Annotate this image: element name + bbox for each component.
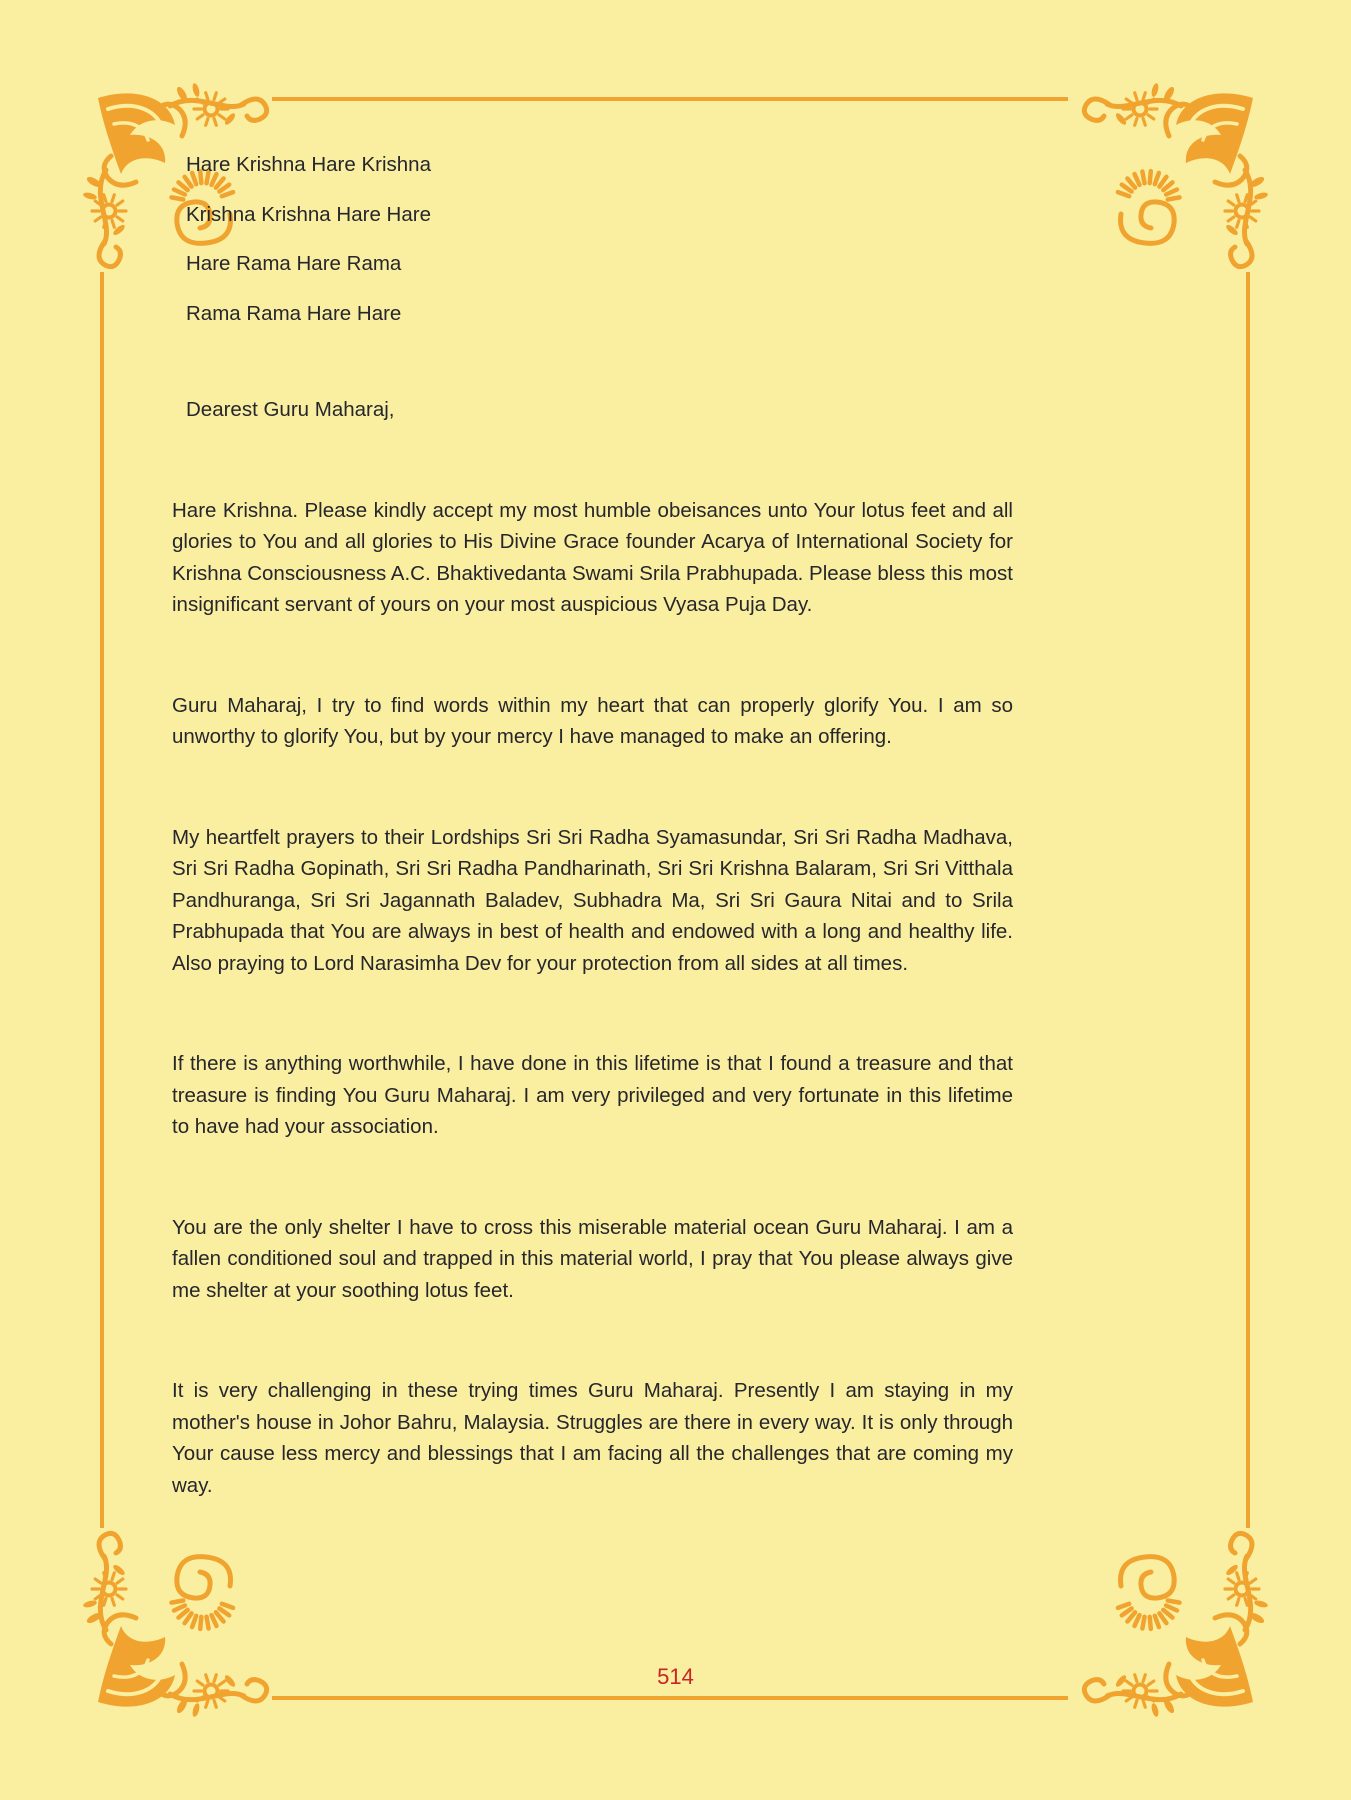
- floral-corner-icon: [1073, 1522, 1273, 1722]
- mantra-block: [172, 0, 1013, 338]
- letter-paragraph: Guru Maharaj, I try to find words within my heart that can properly glorify You. I am so unworthy to glorify You, but by your mercy I have managed to make an offering.: [172, 693, 1013, 748]
- corner-ornament-top-right: [1073, 78, 1273, 278]
- border-line-bottom: [272, 1696, 1068, 1700]
- floral-corner-icon: [1073, 78, 1273, 278]
- letter-paragraphs: [172, 495, 1013, 1502]
- border-line-left: [100, 272, 104, 1528]
- floral-corner-icon: [78, 1522, 278, 1722]
- letter-body: [172, 0, 1013, 1501]
- letter-paragraph: My heartfelt prayers to their Lordships Sri Sri Radha Syamasundar, Sri Sri Radha Madhava, Sri Sri Radha Gopinath, Sri Sri Radha Pandharinath, Sri Sri Krishna Balaram, Sri Sri Vitthala Pandhuranga, Sri Sri Jagannath Baladev, Subhadra Ma, Sri Sri Gaura Nitai and to Srila Prabhupada that You are always in best of health and endowed with a long and healthy life. Also praying to Lord Narasimha Dev for your protection from all sides at all times.: [172, 825, 1013, 975]
- corner-ornament-bottom-left: [78, 1522, 278, 1722]
- letter-paragraph: You are the only shelter I have to cross this miserable material ocean Guru Maharaj. I am a fallen conditioned soul and trapped in this material world, I pray that You please always give me shelter at your soothing lotus feet.: [172, 1215, 1013, 1302]
- page-number: 514: [657, 1664, 694, 1689]
- letter-paragraph: Hare Krishna. Please kindly accept my most humble obeisances unto Your lotus feet and all glories to You and all glories to His Divine Grace founder Acarya of International Society for Krishna Consciousness A.C. Bhaktivedanta Swami Srila Prabhupada. Please bless this most insignificant servant of yours on your most auspicious Vyasa Puja Day.: [172, 498, 1013, 616]
- corner-ornament-bottom-right: [1073, 1522, 1273, 1722]
- mantra-line: Rama Rama Hare Hare: [186, 301, 402, 325]
- mantra-line: Hare Krishna Hare Krishna: [186, 153, 431, 176]
- border-line-right: [1246, 272, 1250, 1528]
- letter-paragraph: It is very challenging in these trying times Guru Maharaj. Presently I am staying in my mother's house in Johor Bahru, Malaysia. Struggles are there in every way. It is only through Your cause less mercy and blessings that I am facing all the challenges that are coming my way.: [172, 1379, 1013, 1497]
- mantra-line: Hare Rama Hare Rama: [186, 252, 402, 275]
- mantra-line: Krishna Krishna Hare Hare: [186, 202, 431, 226]
- salutation: Dearest Guru Maharaj,: [186, 398, 395, 421]
- letter-paragraph: If there is anything worthwhile, I have done in this lifetime is that I found a treasure and that treasure is finding You Guru Maharaj. I am very privileged and very fortunate in this lifetime to have had your association.: [172, 1052, 1013, 1138]
